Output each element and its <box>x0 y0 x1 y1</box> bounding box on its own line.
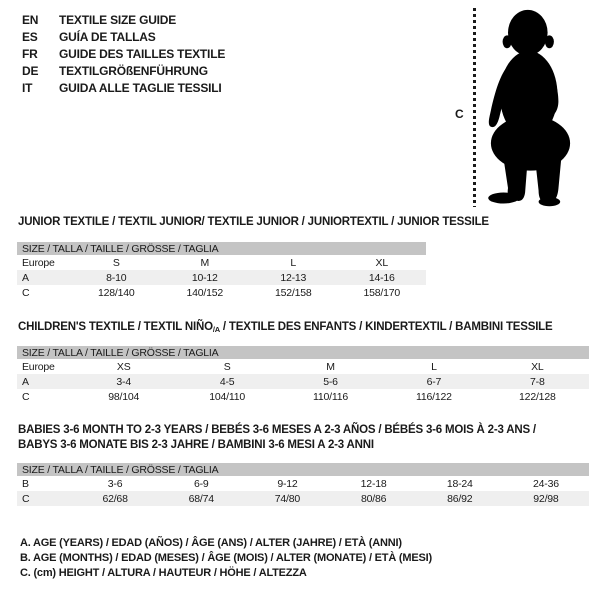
babies-title-line1: BABIES 3-6 MONTH TO 2-3 YEARS / BEBÉS 3-6 MESES A 2-3 AÑOS / BÉBÉS 3-6 MOIS À 2-3 ANS / <box>18 424 536 436</box>
language-label: GUÍA DE TALLAS <box>59 30 156 45</box>
language-row-es <box>22 29 225 46</box>
language-row-it <box>22 79 225 96</box>
size-cell: 18-24 <box>446 477 473 490</box>
size-cell: L <box>290 256 297 269</box>
footnotes <box>20 535 432 581</box>
size-cell: 98/104 <box>108 390 140 403</box>
toddler-silhouette <box>481 8 571 209</box>
title-suffix: / TEXTILE DES ENFANTS / KINDERTEXTIL / BAMBINI TESSILE <box>219 321 553 333</box>
junior-size-table <box>17 242 426 300</box>
language-title-list <box>22 12 225 96</box>
size-cell: 128/140 <box>97 286 135 299</box>
size-cell: 110/116 <box>313 390 349 403</box>
size-cell: 12-18 <box>360 477 387 490</box>
size-cell: 140/152 <box>186 286 224 299</box>
table-row <box>17 389 589 404</box>
size-header-bar: SIZE / TALLA / TAILLE / GRÖSSE / TAGLIA <box>17 346 589 359</box>
size-cell: XL <box>531 360 544 373</box>
language-label: GUIDE DES TAILLES TEXTILE <box>59 46 226 61</box>
footnote-b: B. AGE (MONTHS) / EDAD (MESES) / ÂGE (MOIS) / ALTER (MONATE) / ETÀ (MESI) <box>20 551 432 564</box>
size-cell: 10-12 <box>191 271 218 284</box>
size-cell: XS <box>116 360 131 373</box>
size-cell: S <box>112 256 120 269</box>
size-cell: M <box>326 360 335 373</box>
row-label: B <box>22 477 29 490</box>
table-row <box>17 270 426 285</box>
language-row-fr <box>22 46 225 63</box>
footnote-c: C. (cm) HEIGHT / ALTURA / HAUTEUR / HÖHE / ALTEZZA <box>20 567 307 580</box>
table-row <box>17 374 589 389</box>
size-cell: 116/122 <box>416 390 452 403</box>
size-cell: 104/110 <box>209 390 245 403</box>
language-code: IT <box>22 80 33 95</box>
language-code: FR <box>22 46 38 61</box>
table-row <box>17 255 426 270</box>
table-row <box>17 285 426 300</box>
language-row-de <box>22 62 225 79</box>
language-label: TEXTILE SIZE GUIDE <box>59 13 177 28</box>
babies-size-table <box>17 463 589 506</box>
size-cell: 3-4 <box>116 375 131 388</box>
size-header-bar: SIZE / TALLA / TAILLE / GRÖSSE / TAGLIA <box>17 242 426 255</box>
babies-table-title <box>18 423 536 453</box>
size-cell: M <box>200 256 210 269</box>
table-row <box>17 491 589 506</box>
row-label: Europe <box>22 256 55 269</box>
language-label: GUIDA ALLE TAGLIE TESSILI <box>59 80 222 95</box>
size-cell: 8-10 <box>106 271 127 284</box>
size-cell: 68/74 <box>188 492 214 505</box>
title-prefix: CHILDREN'S TEXTILE / TEXTIL NIÑO <box>18 321 213 333</box>
size-cell: 80/86 <box>360 492 387 505</box>
size-cell: 6-7 <box>426 375 442 388</box>
size-cell: 158/170 <box>363 286 401 299</box>
row-label: A <box>22 271 29 284</box>
size-cell: 6-9 <box>193 477 209 490</box>
row-label: Europe <box>22 360 55 373</box>
language-label: TEXTILGRÖßENFÜHRUNG <box>59 63 208 78</box>
children-table-title <box>18 320 552 337</box>
size-cell: 5-6 <box>323 375 338 388</box>
size-cell: 14-16 <box>368 271 395 284</box>
size-cell: 4-5 <box>219 375 235 388</box>
table-row <box>17 476 589 491</box>
row-label: C <box>22 390 30 403</box>
size-cell: 74/80 <box>274 492 301 505</box>
size-cell: 86/92 <box>447 492 473 505</box>
size-cell: S <box>223 360 231 373</box>
language-code: EN <box>22 13 39 28</box>
height-measure-dashed-line <box>473 8 476 207</box>
height-measure-label: C <box>455 107 464 121</box>
size-cell: 9-12 <box>277 477 298 490</box>
table-row <box>17 359 589 374</box>
row-label: C <box>22 286 30 299</box>
language-code: ES <box>22 30 38 45</box>
size-cell: 62/68 <box>102 492 128 505</box>
size-cell: XL <box>375 256 388 269</box>
size-cell: 24-36 <box>533 477 559 490</box>
row-label: A <box>22 375 29 388</box>
size-header-bar: SIZE / TALLA / TAILLE / GRÖSSE / TAGLIA <box>17 463 589 476</box>
size-cell: 12-13 <box>280 271 307 284</box>
children-size-table <box>17 346 589 404</box>
size-cell: 152/158 <box>274 286 312 299</box>
junior-table-title: JUNIOR TEXTILE / TEXTIL JUNIOR/ TEXTILE JUNIOR / JUNIORTEXTIL / JUNIOR TESSILE <box>18 216 489 228</box>
footnote-a: A. AGE (YEARS) / EDAD (AÑOS) / ÂGE (ANS) / ALTER (JAHRE) / ETÀ (ANNI) <box>20 536 402 549</box>
size-cell: 92/98 <box>533 492 559 505</box>
babies-title-line2: BABYS 3-6 MONATE BIS 2-3 JAHRE / BAMBINI 3-6 MESI A 2-3 ANNI <box>18 439 374 451</box>
size-cell: 3-6 <box>107 477 123 490</box>
row-label: C <box>22 492 30 505</box>
size-cell: 122/128 <box>519 390 556 403</box>
size-cell: 7-8 <box>530 375 545 388</box>
size-cell: L <box>431 360 437 373</box>
title-subscript: /A <box>212 325 220 334</box>
language-row-en <box>22 12 225 29</box>
language-code: DE <box>22 63 39 78</box>
